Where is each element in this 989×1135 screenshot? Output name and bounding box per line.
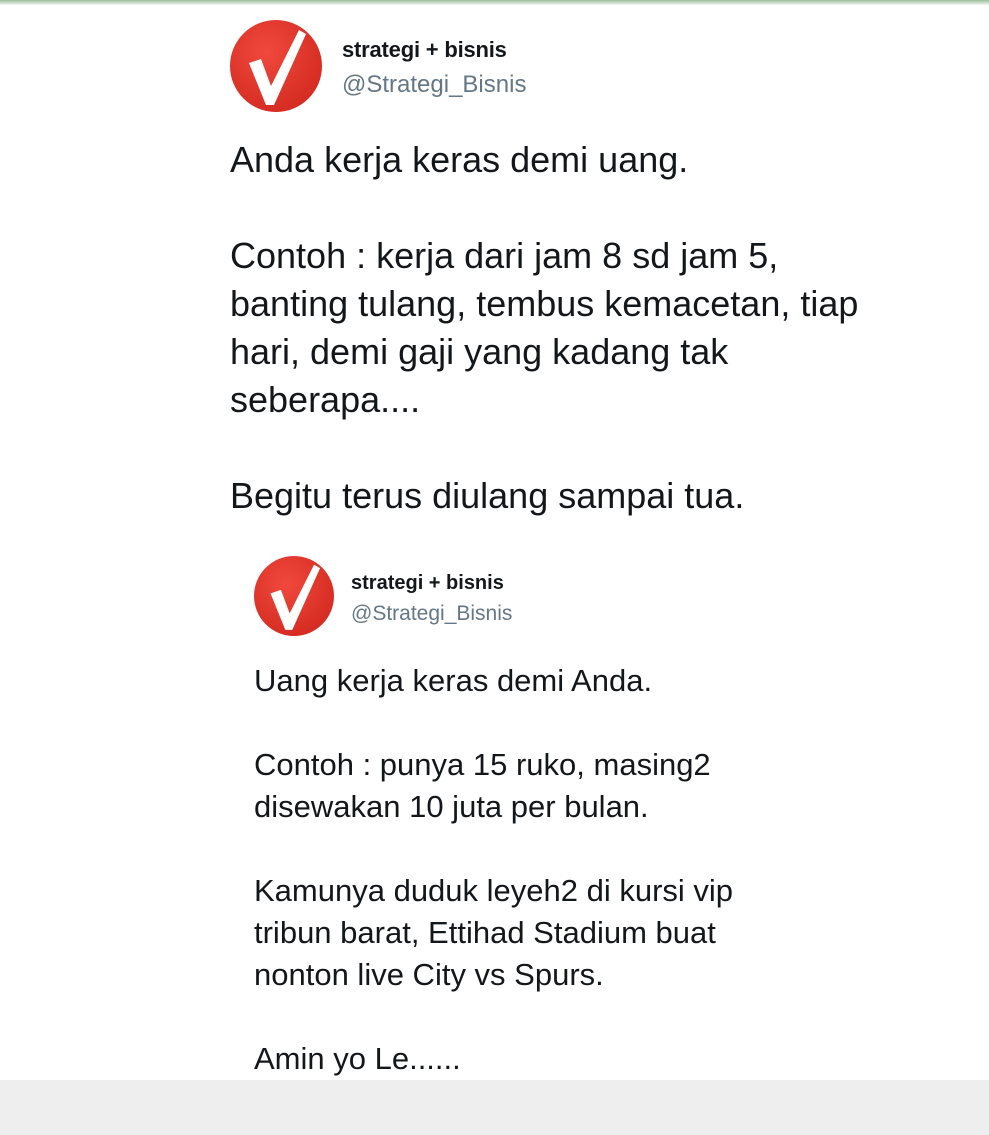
bottom-gray-band (0, 1080, 989, 1135)
tweet-paragraph: Begitu terus diulang sampai tua. (230, 475, 745, 516)
top-edge-bar (0, 0, 989, 5)
tweet-body (230, 136, 870, 520)
quoted-author-handle[interactable]: @Strategi_Bisnis (351, 602, 513, 625)
tweet-paragraph: Anda kerja keras demi uang. (230, 139, 689, 180)
tweet-paragraph: Contoh : kerja dari jam 8 sd jam 5, banting tulang, tembus kemacetan, tiap hari, demi gaji yang kadang tak seberapa.... (230, 235, 859, 420)
quoted-paragraph: Uang kerja keras demi Anda. (254, 663, 653, 698)
red-checkmark-icon (254, 556, 334, 636)
avatar[interactable] (230, 20, 322, 117)
tweet-header (230, 20, 930, 112)
red-checkmark-icon (230, 20, 322, 112)
quoted-tweet-body (254, 660, 794, 1080)
author-handle[interactable]: @Strategi_Bisnis (342, 71, 527, 98)
quoted-paragraph: Contoh : punya 15 ruko, masing2 disewakan 10 juta per bulan. (254, 747, 711, 824)
quoted-author-name[interactable]: strategi + bisnis (351, 572, 504, 594)
author-name[interactable]: strategi + bisnis (342, 37, 507, 62)
quoted-avatar[interactable] (254, 556, 334, 641)
quoted-paragraph: Kamunya duduk leyeh2 di kursi vip tribun barat, Ettihad Stadium buat nonton live City vs Spurs. (254, 873, 734, 992)
quoted-paragraph: Amin yo Le...... (254, 1041, 461, 1076)
main-tweet (230, 20, 930, 516)
